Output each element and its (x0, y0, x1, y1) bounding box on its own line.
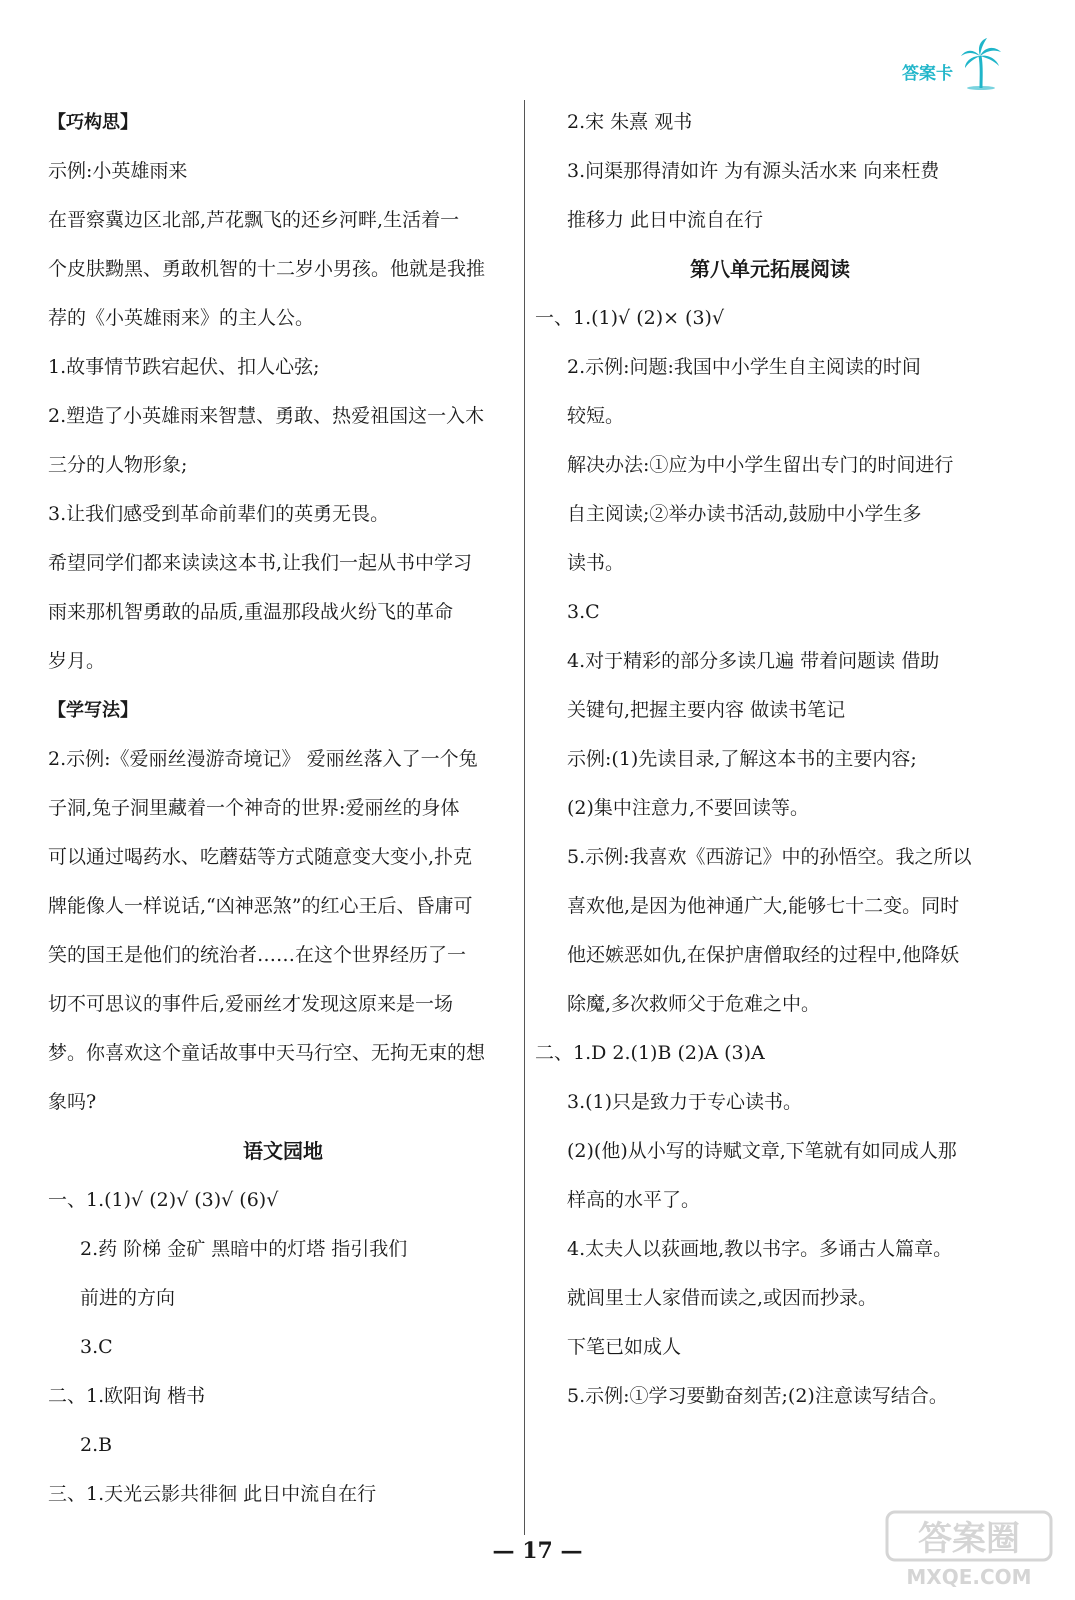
answer-line: 2.示例:问题:我国中小学生自主阅读的时间 (567, 356, 921, 378)
answer-line: 喜欢他,是因为他神通广大,能够七十二变。同时 (567, 895, 960, 917)
section-title: 第八单元拓展阅读 (690, 257, 850, 281)
answer-line: 笑的国王是他们的统治者……在这个世界经历了一 (48, 944, 467, 966)
answer-line: 1.故事情节跌宕起伏、扣人心弦; (48, 356, 320, 378)
answer-line: 3.(1)只是致力于专心读书。 (567, 1091, 803, 1113)
palm-tree-icon (959, 38, 1005, 94)
answer-line: 一、1.(1)√ (2)× (3)√ (535, 307, 725, 329)
answer-line: 下笔已如成人 (567, 1336, 682, 1358)
answer-line: 3.问渠那得清如许 为有源头活水来 向来枉费 (567, 160, 940, 182)
answer-line: 2.药 阶梯 金矿 黑暗中的灯塔 指引我们 (80, 1238, 408, 1260)
answer-line: 个皮肤黝黑、勇敢机智的十二岁小男孩。他就是我推 (48, 258, 486, 280)
answer-line: 三分的人物形象; (48, 454, 188, 476)
section-heading: 【巧构思】 (48, 112, 138, 133)
left-column (48, 98, 518, 1519)
svg-text:答案圈: 答案圈 (918, 1519, 1020, 1559)
answer-line: 子洞,兔子洞里藏着一个神奇的世界:爱丽丝的身体 (48, 797, 460, 819)
answer-line: 希望同学们都来读读这本书,让我们一起从书中学习 (48, 552, 473, 574)
answer-line: 三、1.天光云影共徘徊 此日中流自在行 (48, 1483, 377, 1505)
answer-line: 4.对于精彩的部分多读几遍 带着问题读 借助 (567, 650, 940, 672)
answer-line: 牌能像人一样说话,“凶神恶煞”的红心王后、昏庸可 (48, 895, 473, 917)
answer-line: (2)(他)从小写的诗赋文章,下笔就有如同成人那 (567, 1140, 957, 1162)
answer-line: 象吗? (48, 1091, 97, 1113)
section-heading: 【学写法】 (48, 700, 138, 721)
answer-line: 二、1.D 2.(1)B (2)A (3)A (535, 1042, 765, 1064)
badge-label: 答案卡 (902, 64, 953, 84)
answer-line: 2.B (80, 1434, 113, 1456)
right-column (535, 98, 1005, 1421)
answer-line: 在晋察冀边区北部,芦花飘飞的还乡河畔,生活着一 (48, 209, 460, 231)
svg-text:MXQE.COM: MXQE.COM (906, 1565, 1032, 1588)
answer-line: 一、1.(1)√ (2)√ (3)√ (6)√ (48, 1189, 279, 1211)
answer-line: 2.塑造了小英雄雨来智慧、勇敢、热爱祖国这一入木 (48, 405, 485, 427)
answer-line: 他还嫉恶如仇,在保护唐僧取经的过程中,他降妖 (567, 944, 960, 966)
answer-line: 5.示例:我喜欢《西游记》中的孙悟空。我之所以 (567, 846, 972, 868)
answer-line: 3.C (567, 601, 600, 623)
answer-line: 梦。你喜欢这个童话故事中天马行空、无拘无束的想 (48, 1042, 486, 1064)
answer-line: 除魔,多次救师父于危难之中。 (567, 993, 821, 1015)
answer-line: 2.宋 朱熹 观书 (567, 111, 693, 133)
column-divider (524, 100, 525, 1535)
answer-line: 就闾里士人家借而读之,或因而抄录。 (567, 1287, 878, 1309)
answer-line: 岁月。 (48, 650, 106, 672)
answer-line: 二、1.欧阳询 楷书 (48, 1385, 206, 1407)
answer-line: 荐的《小英雄雨来》的主人公。 (48, 307, 315, 329)
answer-line: 样高的水平了。 (567, 1189, 701, 1211)
answer-line: 切不可思议的事件后,爱丽丝才发现这原来是一场 (48, 993, 454, 1015)
answer-line: 3.让我们感受到革命前辈们的英勇无畏。 (48, 503, 390, 525)
answer-line: 可以通过喝药水、吃蘑菇等方式随意变大变小,扑克 (48, 846, 473, 868)
answer-line: 3.C (80, 1336, 113, 1358)
header-badge (902, 38, 1005, 94)
answer-line: 5.示例:①学习要勤奋刻苦;(2)注意读写结合。 (567, 1385, 948, 1407)
section-title: 语文园地 (243, 1139, 323, 1163)
page-number: — 17 — (492, 1538, 583, 1564)
answer-line: 关键句,把握主要内容 做读书笔记 (567, 699, 846, 721)
answer-line: 示例:(1)先读目录,了解这本书的主要内容; (567, 748, 917, 770)
answer-line: 2.示例:《爱丽丝漫游奇境记》 爱丽丝落入了一个兔 (48, 748, 478, 770)
answer-line: 解决办法:①应为中小学生留出专门的时间进行 (567, 454, 954, 476)
answer-line: 雨来那机智勇敢的品质,重温那段战火纷飞的革命 (48, 601, 454, 623)
watermark-logo (885, 1508, 1053, 1588)
answer-line: 示例:小英雄雨来 (48, 160, 188, 182)
answer-line: 前进的方向 (80, 1287, 176, 1309)
answer-line: (2)集中注意力,不要回读等。 (567, 797, 809, 819)
answer-line: 推移力 此日中流自在行 (567, 209, 764, 231)
answer-line: 4.太夫人以荻画地,教以书字。多诵古人篇章。 (567, 1238, 953, 1260)
answer-line: 读书。 (567, 552, 625, 574)
answer-line: 自主阅读;②举办读书活动,鼓励中小学生多 (567, 503, 922, 525)
answer-line: 较短。 (567, 405, 625, 427)
